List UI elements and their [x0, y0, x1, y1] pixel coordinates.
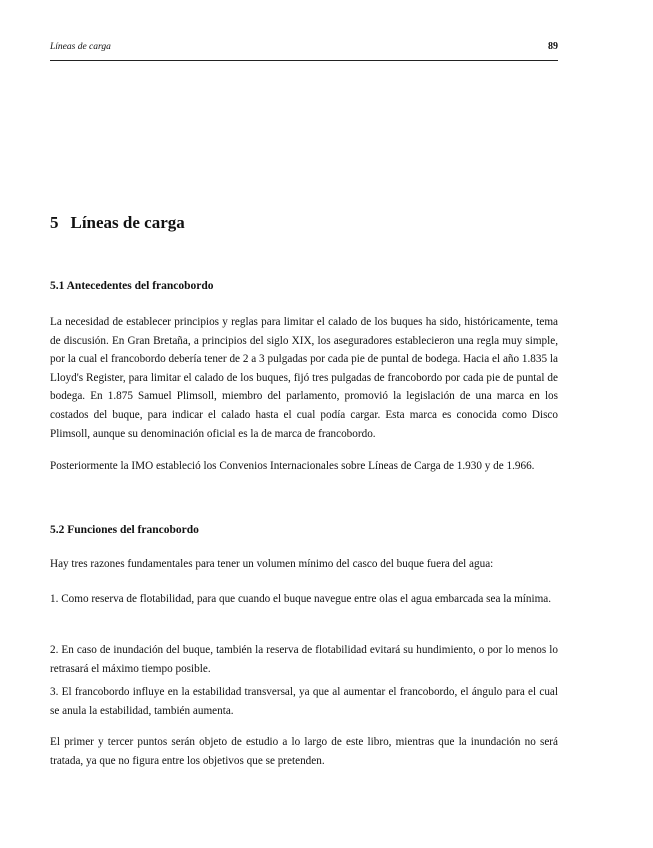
running-header	[50, 40, 558, 61]
running-title: Líneas de carga	[50, 42, 111, 52]
list-item: 2. En caso de inundación del buque, también la reserva de flotabilidad evitará su hundimiento, o por lo menos lo retrasará el máximo tiempo posible.	[50, 644, 558, 675]
section-title-antecedentes: 5.1 Antecedentes del francobordo	[50, 280, 214, 292]
page-number: 89	[548, 41, 558, 52]
list-item: 1. Como reserva de flotabilidad, para que cuando el buque navegue entre olas el agua embarcada sea la mínima.	[50, 593, 552, 605]
chapter-title	[50, 213, 185, 233]
list-item: 3. El francobordo influye en la estabilidad transversal, ya que al aumentar el francobordo, el ángulo para el cual se anula la estabilidad, también aumenta.	[50, 686, 558, 717]
paragraph: Posteriormente la IMO estableció los Convenios Internacionales sobre Líneas de Carga de 1.930 y de 1.966.	[50, 460, 535, 472]
paragraph: El primer y tercer puntos serán objeto de estudio a lo largo de este libro, mientras que la inundación no será tratada, ya que no figura entre los objetivos que se pretenden.	[50, 736, 558, 767]
chapter-number: 5	[50, 213, 59, 232]
chapter-title-text: Líneas de carga	[70, 213, 185, 232]
section-title-funciones: 5.2 Funciones del francobordo	[50, 524, 199, 536]
paragraph: La necesidad de establecer principios y reglas para limitar el calado de los buques ha sido, históricamente, tema de discusión. En Gran Bretaña, a principios del siglo XIX, los aseguradores establecieron una regla muy simple, por la cual el francobordo debería tener de 2 a 3 pulgadas por cada pie de puntal de bodega. Hacia el año 1.835 la Lloyd's Register, para limitar el calado de los buques, fijó tres pulgadas de francobordo por cada pie de puntal de bodega. En 1.875 Samuel Plimsoll, miembro del parlamento, promovió la legislación de una marca en los costados del buque, para indicar el calado hasta el cual podía cargar. Esta marca es conocida como Disco Plimsoll, aunque su denominación oficial es la de marca de francobordo.	[50, 316, 558, 440]
paragraph: Hay tres razones fundamentales para tener un volumen mínimo del casco del buque fuera del agua:	[50, 558, 494, 570]
